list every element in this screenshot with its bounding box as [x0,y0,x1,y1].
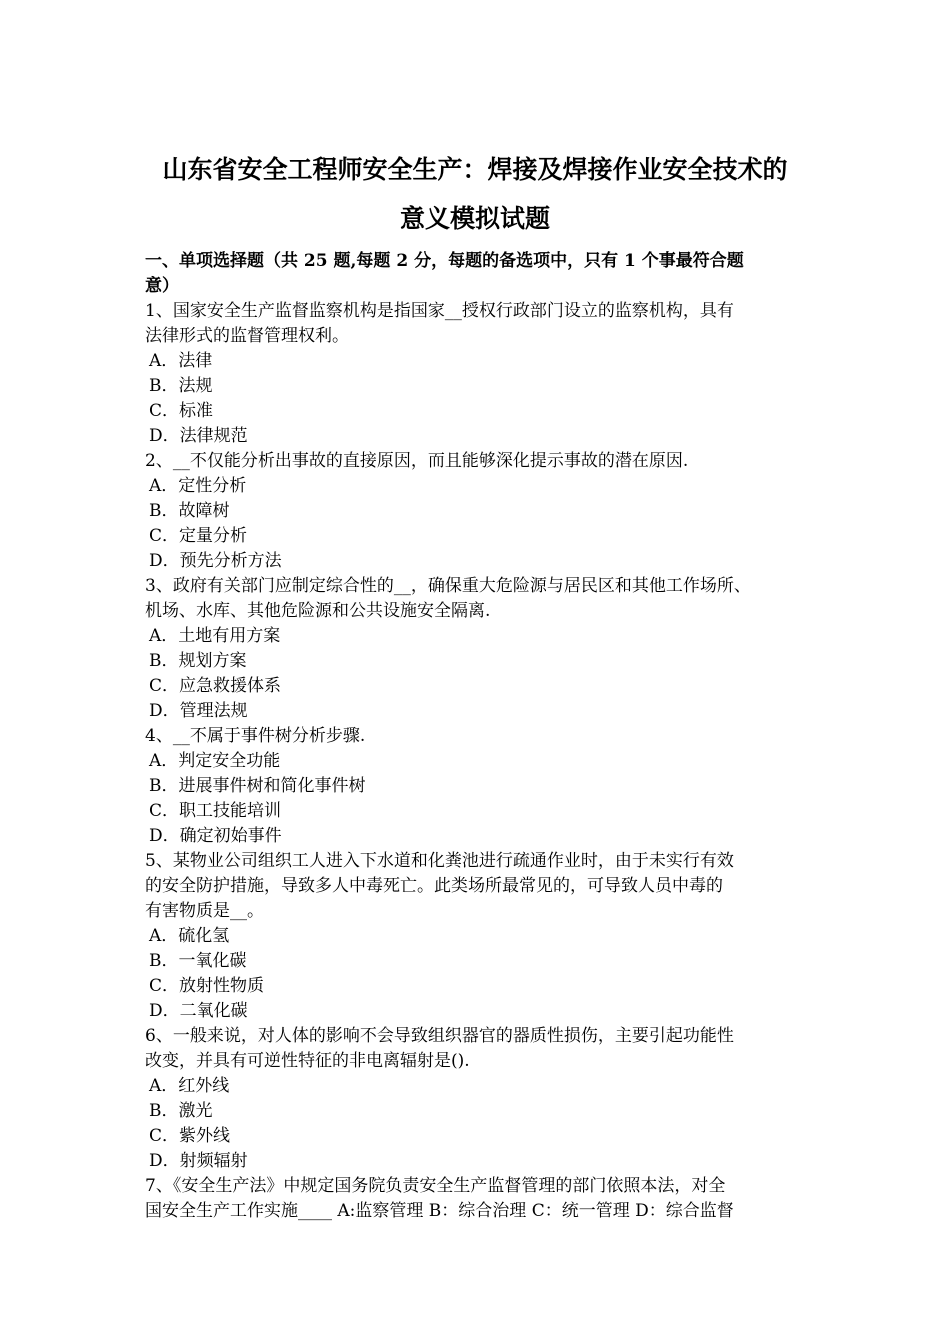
answer-option: D．法律规范 [149,426,248,446]
answer-option: B．激光 [149,1101,213,1121]
question-4 [145,724,820,849]
document-body [145,249,820,1224]
answer-option: D．预先分析方法 [149,551,282,571]
document-title-line-2: 意义模拟试题 [399,204,550,233]
question-stem-line: 5、某物业公司组织工人进入下水道和化粪池进行疏通作业时，由于未实行有效 [145,851,734,871]
question-stem-line: 有害物质是__。 [145,901,264,921]
answer-option: A．土地有用方案 [149,626,281,646]
answer-option: B．故障树 [149,501,230,521]
question-stem-line: 2、__不仅能分析出事故的直接原因，而且能够深化提示事故的潜在原因. [145,451,689,471]
question-stem-line: 1、国家安全生产监督监察机构是指国家__授权行政部门设立的监察机构，具有 [145,301,734,321]
answer-option: C．定量分析 [149,526,248,546]
answer-option: A．判定安全功能 [149,751,281,771]
question-2 [145,449,820,574]
answer-option: B．规划方案 [149,651,247,671]
question-stem-line: 改变，并具有可逆性特征的非电离辐射是(). [145,1051,470,1071]
answer-option: C．标准 [149,401,214,421]
section-heading-line-1: 一、单项选择题（共 25 题,每题 2 分，每题的备选项中，只有 1 个事最符合题 [145,251,744,271]
answer-option: C．放射性物质 [149,976,265,996]
question-3 [145,574,820,724]
answer-option: C．应急救援体系 [149,676,282,696]
question-stem-line: 3、政府有关部门应制定综合性的__，确保重大危险源与居民区和其他工作场所、 [145,576,751,596]
question-stem-line: 国安全生产工作实施____ A:监察管理 B：综合治理 C：统一管理 D：综合监督 [145,1201,734,1221]
answer-option: D．管理法规 [149,701,248,721]
answer-option: A．硫化氢 [149,926,230,946]
answer-option: B．法规 [149,376,213,396]
answer-option: A．红外线 [149,1076,230,1096]
answer-option: C．紫外线 [149,1126,231,1146]
question-6 [145,1024,820,1174]
answer-option: D．射频辐射 [149,1151,248,1171]
answer-option: A．法律 [149,351,213,371]
question-5 [145,849,820,1024]
question-stem-line: 法律形式的监督管理权利。 [145,326,349,346]
question-stem-line: 6、一般来说，对人体的影响不会导致组织器官的器质性损伤，主要引起功能性 [145,1026,734,1046]
answer-option: D．确定初始事件 [149,826,282,846]
answer-option: B．进展事件树和简化事件树 [149,776,366,796]
question-stem-line: 7、《安全生产法》中规定国务院负责安全生产监督管理的部门依照本法，对全 [145,1176,726,1196]
question-stem-line: 机场、水库、其他危险源和公共设施安全隔离. [145,601,491,621]
answer-option: B．一氧化碳 [149,951,247,971]
answer-option: D．二氧化碳 [149,1001,248,1021]
question-7 [145,1174,820,1224]
answer-option: A．定性分析 [149,476,247,496]
section-heading-line-2: 意） [145,276,179,296]
question-stem-line: 的安全防护措施，导致多人中毒死亡。此类场所最常见的，可导致人员中毒的 [145,876,723,896]
document-title-line-1: 山东省安全工程师安全生产：焊接及焊接作业安全技术的 [162,155,788,184]
question-1 [145,299,820,449]
answer-option: C．职工技能培训 [149,801,282,821]
question-stem-line: 4、__不属于事件树分析步骤. [145,726,366,746]
